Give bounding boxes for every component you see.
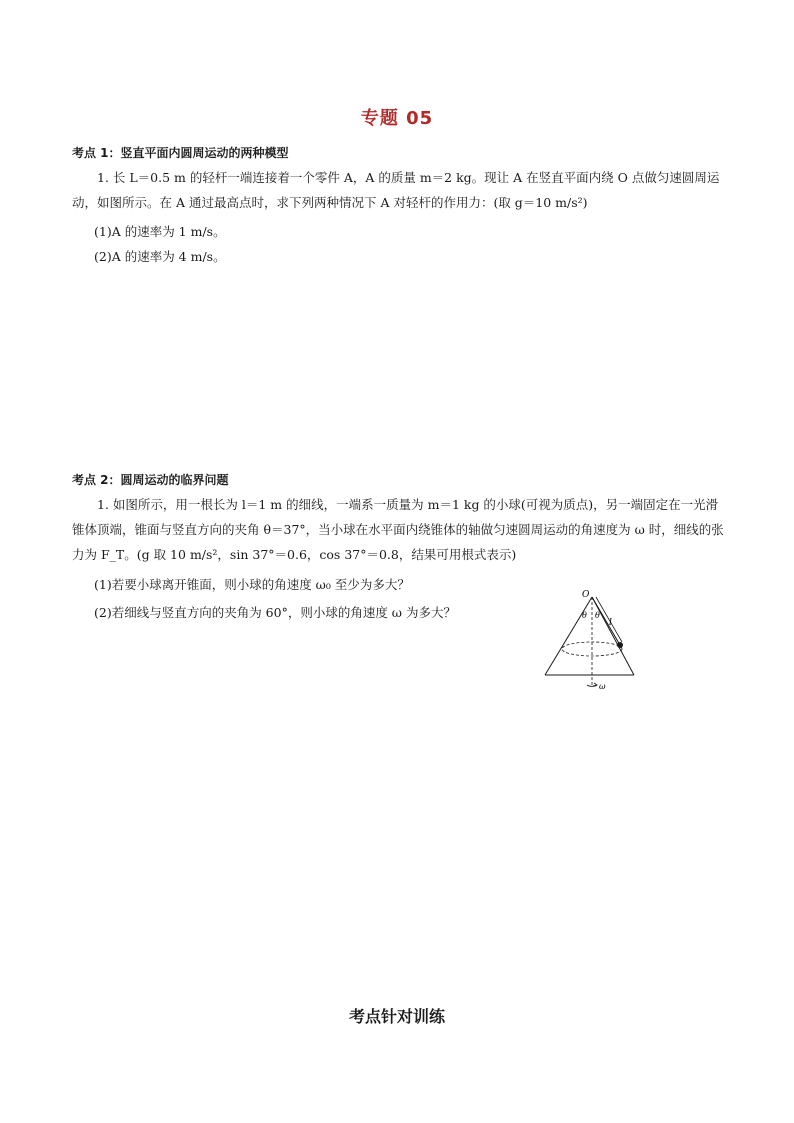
cone-left-side [545,597,592,675]
rotation-arrowhead [593,683,597,686]
kaodian-1-heading: 考点 1：竖直平面内圆周运动的两种模型 [72,146,289,160]
kaodian-1-sub2: (2)A 的速率为 4 m/s。 [94,249,226,264]
kaodian-1-problem: 1. 长 L＝0.5 m 的轻杆一端连接着一个零件 A，A 的质量 m＝2 kg。现让 A 在竖直平面内绕 O 点做匀速圆周运动，如图所示。在 A 通过最高点时，求下列两种情况下 A 对轻杆的作用力：(取 g＝10 m/s²) [72,170,720,210]
string [592,597,620,645]
label-omega: ω [599,682,606,691]
ball [617,642,623,648]
section-heading: 考点针对训练 [348,1007,445,1026]
label-O: O [582,590,590,600]
kaodian-2-sub1: (1)若要小球离开锥面，则小球的角速度 ω₀ 至少为多大？ [94,577,410,592]
label-theta-2: θ [595,611,600,620]
kaodian-2-problem: 1. 如图所示，用一根长为 l＝1 m 的细线，一端系一质量为 m＝1 kg 的小球(可视为质点)，另一端固定在一光滑锥体顶端，锥面与竖直方向的夹角 θ＝37°，当小球在水平面内绕锥体的轴做匀速圆周运动的角速度为 ω 时，细线的张力为 F_T。(g 取 10 m/s²，sin 37°＝0.6，cos 37°＝0.8，结果可用根式表示) [72,497,724,562]
label-theta-1: θ [582,611,587,620]
cone-figure [538,585,638,695]
kaodian-2-sub2: (2)若细线与竖直方向的夹角为 60°，则小球的角速度 ω 为多大？ [94,605,456,620]
kaodian-2-heading: 考点 2：圆周运动的临界问题 [72,473,229,487]
page-title: 专题 05 [360,108,434,129]
label-l: l [609,618,612,628]
kaodian-1-sub1: (1)A 的速率为 1 m/s。 [94,224,226,239]
